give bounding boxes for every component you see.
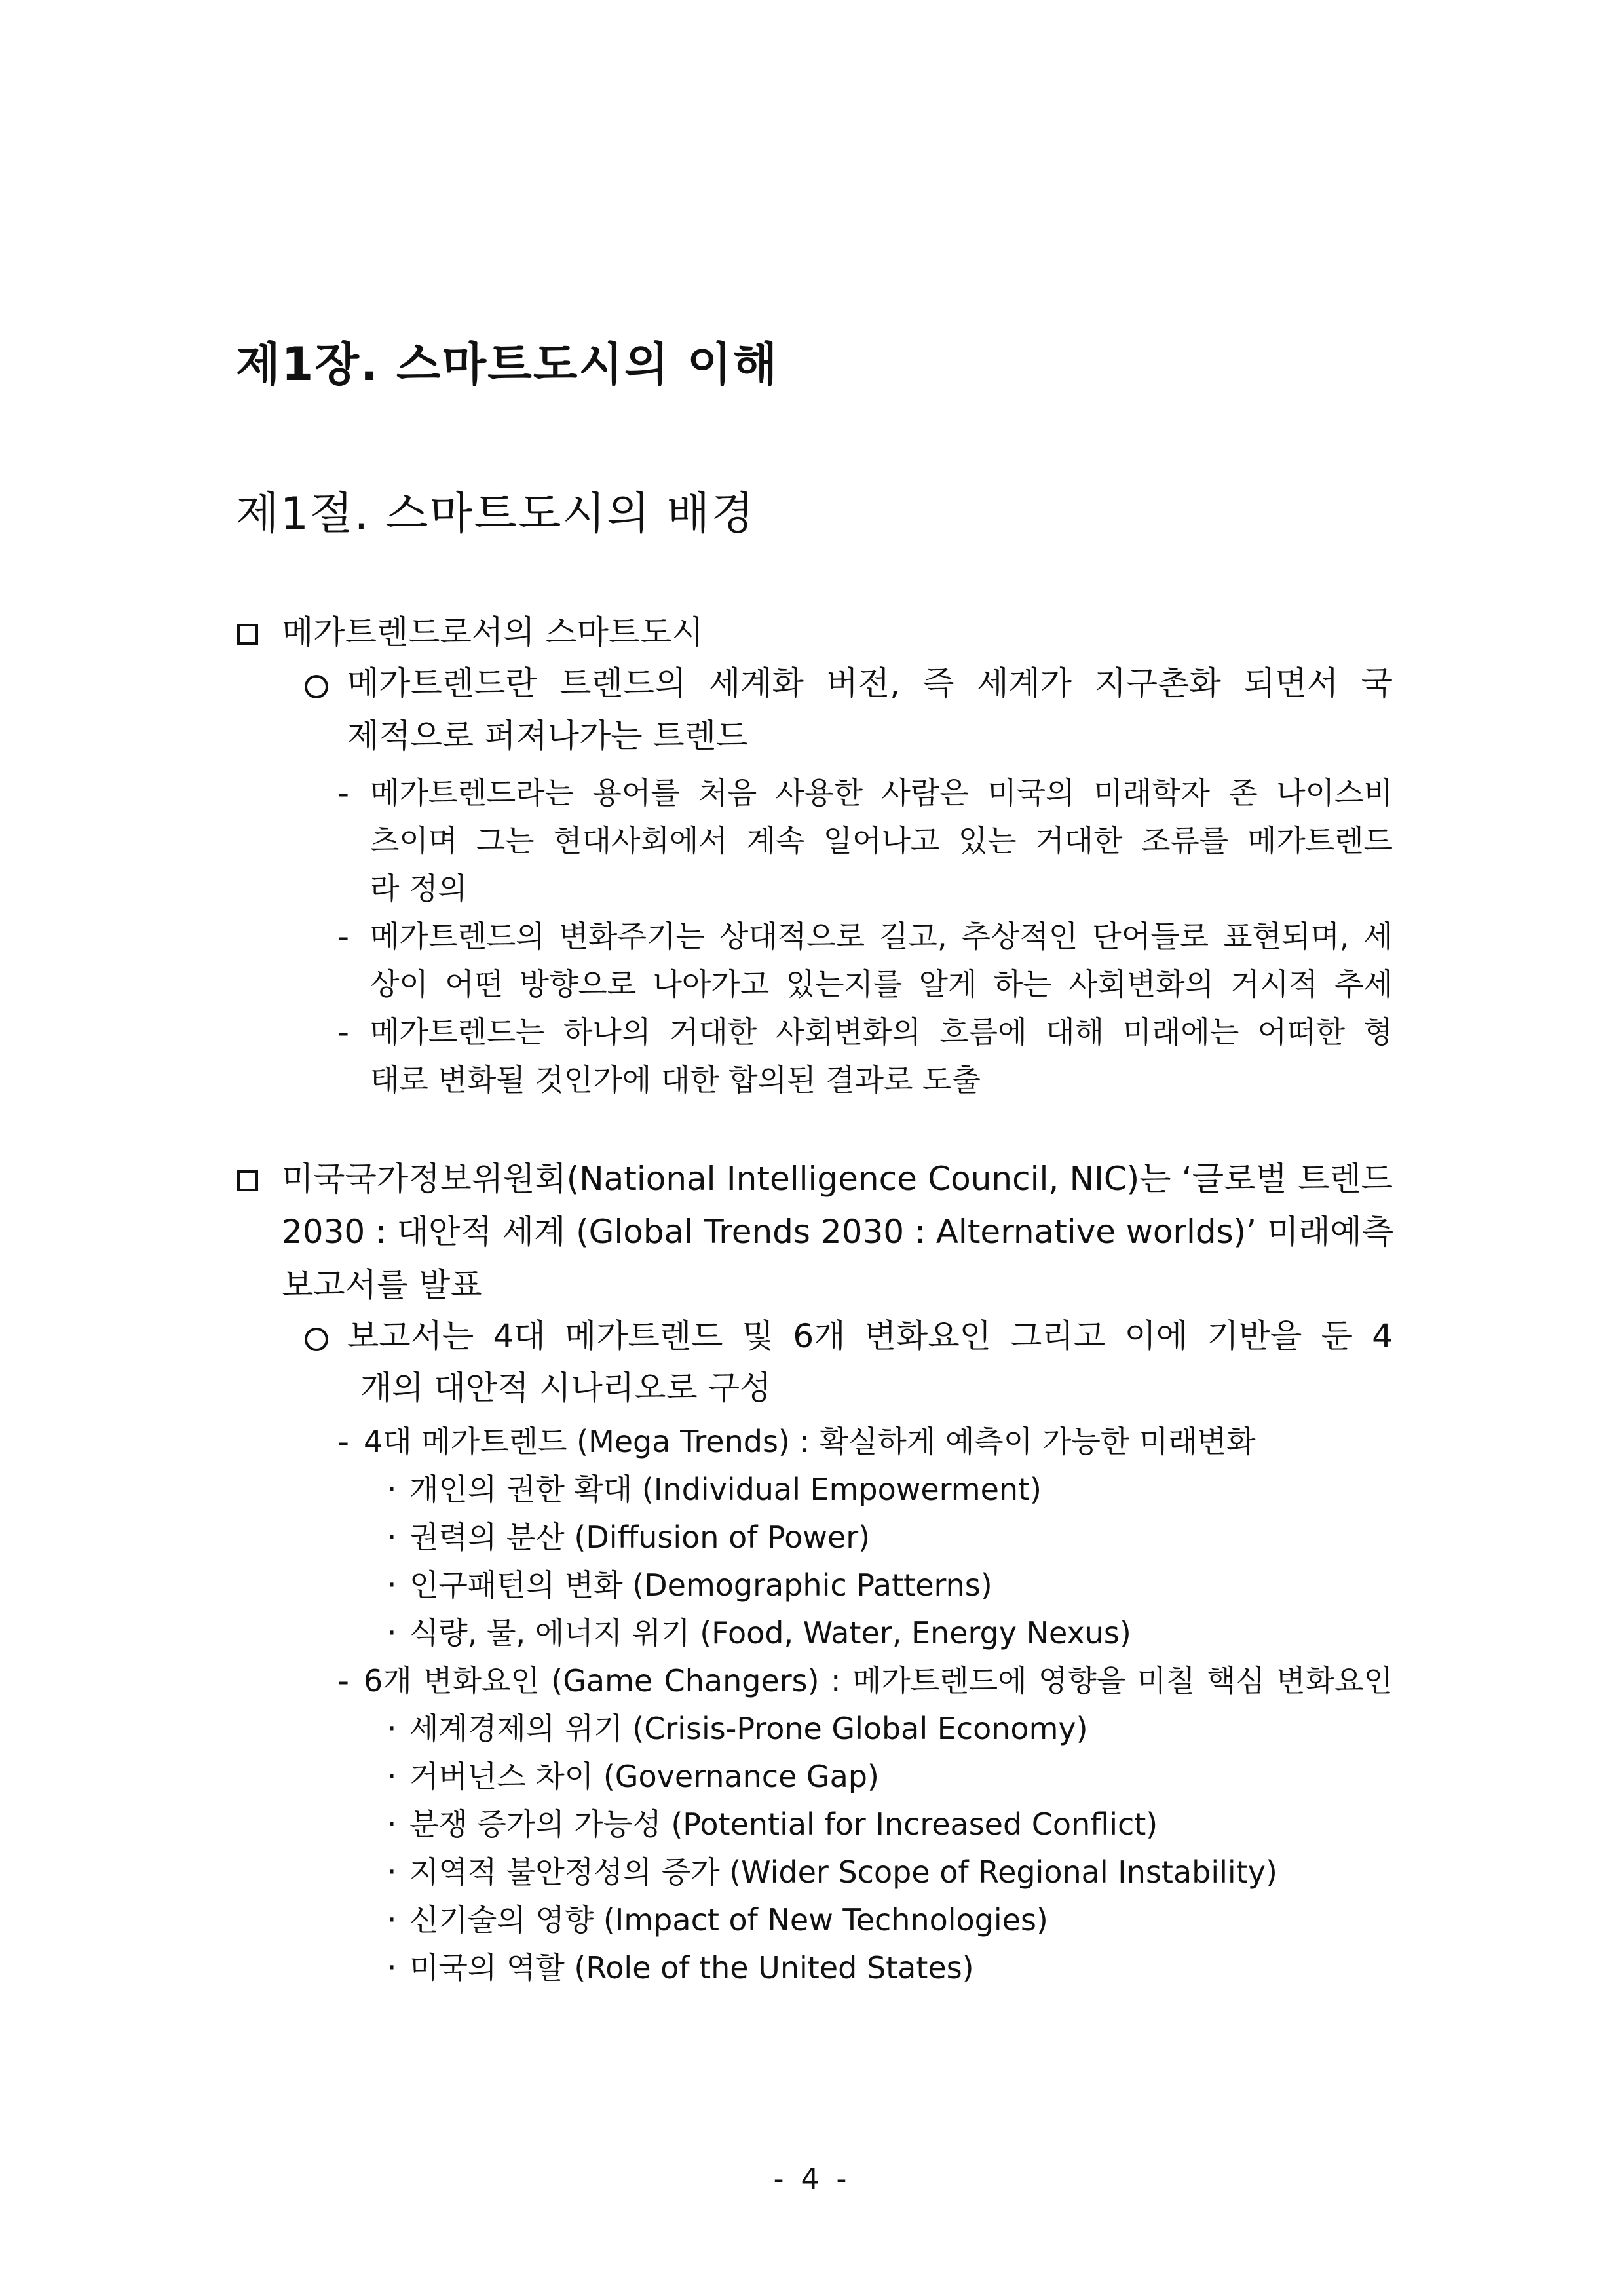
middle-dot-bullet-icon: · — [387, 1853, 397, 1891]
middle-dot-bullet-icon: · — [387, 1710, 397, 1748]
dash-bullet-icon: - — [337, 1013, 350, 1051]
square-bullet-icon — [237, 1170, 258, 1191]
section-title: 제1절. 스마트도시의 배경 — [236, 488, 755, 540]
mega-trend-item: 개인의 권한 확대 (Individual Empowerment) — [409, 1472, 1042, 1507]
game-changer-item: 신기술의 영향 (Impact of New Technologies) — [409, 1902, 1048, 1938]
block2-heading-line: 보고서를 발표 — [282, 1266, 482, 1304]
game-changer-item: 세계경제의 위기 (Crisis-Prone Global Economy) — [409, 1711, 1088, 1746]
game-changer-item: 거버넌스 차이 (Governance Gap) — [409, 1759, 879, 1794]
block1-detail-line: 태로 변화될 것인가에 대한 합의된 결과로 도출 — [370, 1062, 981, 1098]
dash-bullet-icon: - — [337, 1423, 350, 1461]
middle-dot-bullet-icon: · — [387, 1805, 397, 1843]
dash-bullet-icon: - — [337, 774, 350, 812]
block1-detail-line: 메가트렌드는 하나의 거대한 사회변화의 흐름에 대해 미래에는 어떠한 형 — [370, 1014, 1393, 1050]
middle-dot-bullet-icon: · — [387, 1470, 397, 1508]
game-changer-item: 미국의 역할 (Role of the United States) — [409, 1950, 974, 1985]
dash-bullet-icon: - — [337, 1662, 350, 1700]
middle-dot-bullet-icon: · — [387, 1757, 397, 1795]
middle-dot-bullet-icon: · — [387, 1566, 397, 1604]
mega-trend-item: 식량, 물, 에너지 위기 (Food, Water, Energy Nexus) — [409, 1615, 1131, 1651]
page-number: - 4 - — [773, 2162, 851, 2196]
block1-heading: 메가트렌드로서의 스마트도시 — [282, 613, 704, 651]
block1-detail-line: 메가트렌드라는 용어를 처음 사용한 사람은 미국의 미래학자 존 나이스비 — [370, 775, 1393, 811]
block1-detail-line: 라 정의 — [370, 871, 467, 906]
middle-dot-bullet-icon: · — [387, 1901, 397, 1939]
dash-bullet-icon: - — [337, 917, 350, 955]
chapter-title: 제1장. 스마트도시의 이해 — [236, 337, 779, 391]
block2-heading-line: 2030 : 대안적 세계 (Global Trends 2030 : Alternative worlds)’ 미래예측 — [282, 1213, 1394, 1251]
game-changer-item: 지역적 불안정성의 증가 (Wider Scope of Regional Instability) — [409, 1854, 1277, 1890]
square-bullet-icon — [237, 624, 258, 645]
block1-sub-line: 메가트렌드란 트렌드의 세계화 버전, 즉 세계가 지구촌화 되면서 국 — [347, 664, 1393, 702]
mega-trend-item: 권력의 분산 (Diffusion of Power) — [409, 1520, 871, 1555]
middle-dot-bullet-icon: · — [387, 1949, 397, 1987]
block1-detail-line: 상이 어떤 방향으로 나아가고 있는지를 알게 하는 사회변화의 거시적 추세 — [370, 966, 1393, 1002]
circle-bullet-icon — [305, 1328, 328, 1351]
block2-sub-line: 보고서는 4대 메가트렌드 및 6개 변화요인 그리고 이에 기반을 둔 4 — [347, 1317, 1393, 1355]
mega-trends-heading: 4대 메가트렌드 (Mega Trends) : 확실하게 예측이 가능한 미래변화 — [364, 1424, 1256, 1459]
game-changers-heading: 6개 변화요인 (Game Changers) : 메가트렌드에 영향을 미칠 핵심 변화요인 — [364, 1663, 1393, 1698]
middle-dot-bullet-icon: · — [387, 1614, 397, 1652]
block2-sub-line: 개의 대안적 시나리오로 구성 — [360, 1369, 772, 1407]
middle-dot-bullet-icon: · — [387, 1518, 397, 1556]
circle-bullet-icon — [305, 675, 328, 698]
mega-trend-item: 인구패턴의 변화 (Demographic Patterns) — [409, 1567, 992, 1603]
block1-detail-line: 메가트렌드의 변화주기는 상대적으로 길고, 추상적인 단어들로 표현되며, 세 — [370, 919, 1393, 954]
block1-detail-line: 츠이며 그는 현대사회에서 계속 일어나고 있는 거대한 조류를 메가트렌드 — [370, 823, 1393, 858]
block2-heading-line: 미국국가정보위원회(National Intelligence Council, NIC)는 ‘글로벌 트렌드 — [282, 1160, 1393, 1198]
game-changer-item: 분쟁 증가의 가능성 (Potential for Increased Conflict) — [409, 1807, 1158, 1842]
block1-sub-line: 제적으로 퍼져나가는 트렌드 — [347, 717, 748, 755]
